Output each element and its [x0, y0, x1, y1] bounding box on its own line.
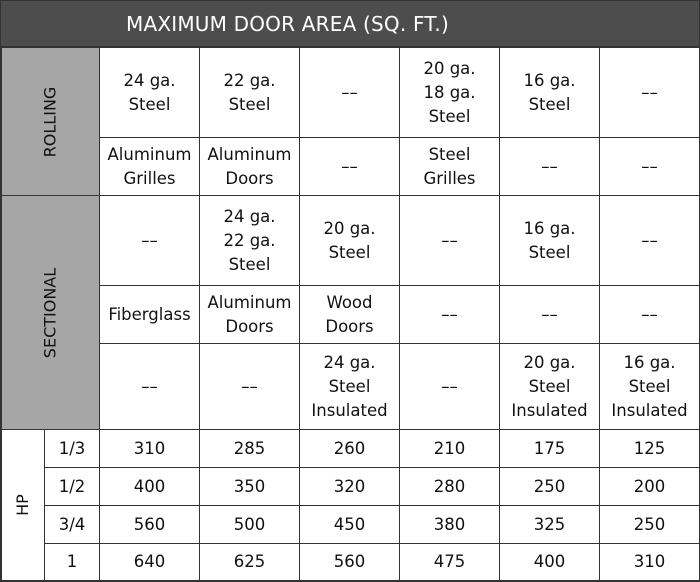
- material-cell: [100, 138, 200, 196]
- material-cell: [300, 138, 400, 196]
- table-row: [2, 48, 700, 138]
- material-cell: [500, 138, 600, 196]
- material-cell: [500, 48, 600, 138]
- material-cell: [200, 286, 300, 344]
- area-value-cell: 500: [200, 506, 300, 544]
- cell-text: 20 ga.: [423, 58, 476, 78]
- table-row: [2, 544, 700, 581]
- material-cell: [600, 48, 700, 138]
- table-row: [2, 138, 700, 196]
- cell-text: 22 ga.: [223, 70, 276, 90]
- material-cell: [200, 48, 300, 138]
- area-value-cell: 560: [300, 544, 400, 581]
- area-value-cell: 380: [400, 506, 500, 544]
- cell-text: Steel: [628, 376, 671, 396]
- hp-value: 3/4: [45, 506, 100, 544]
- section-label-sectional: [2, 196, 100, 430]
- material-cell: [600, 196, 700, 286]
- cell-text: Aluminum: [107, 144, 192, 164]
- cell-text: Steel: [328, 376, 371, 396]
- area-value-cell: 280: [400, 468, 500, 506]
- cell-text: ––: [541, 156, 558, 176]
- cell-text: ––: [341, 156, 358, 176]
- material-cell: [500, 344, 600, 430]
- cell-text: Aluminum: [207, 144, 292, 164]
- cell-text: Steel: [228, 94, 271, 114]
- material-cell: [300, 196, 400, 286]
- section-label-text: SECTIONAL: [40, 267, 60, 358]
- cell-text: ––: [341, 82, 358, 102]
- material-cell: [600, 138, 700, 196]
- cell-text: ––: [441, 304, 458, 324]
- table-row: [2, 430, 700, 468]
- area-value-cell: 250: [500, 468, 600, 506]
- cell-text: Steel: [528, 376, 571, 396]
- cell-text: ––: [441, 376, 458, 396]
- area-value-cell: 125: [600, 430, 700, 468]
- cell-text: ––: [141, 376, 158, 396]
- area-value-cell: 400: [100, 468, 200, 506]
- area-value-cell: 285: [200, 430, 300, 468]
- material-cell: [300, 286, 400, 344]
- material-cell: [300, 344, 400, 430]
- cell-text: Steel: [528, 242, 571, 262]
- area-value-cell: 260: [300, 430, 400, 468]
- material-cell: [400, 286, 500, 344]
- area-value-cell: 400: [500, 544, 600, 581]
- material-cell: [100, 344, 200, 430]
- area-value-cell: 310: [600, 544, 700, 581]
- cell-text: Steel: [128, 94, 171, 114]
- material-cell: [400, 344, 500, 430]
- cell-text: ––: [641, 156, 658, 176]
- material-cell: [200, 196, 300, 286]
- material-cell: [300, 48, 400, 138]
- cell-text: Steel: [428, 144, 471, 164]
- material-cell: [500, 196, 600, 286]
- table-body: [2, 48, 700, 581]
- material-cell: [600, 286, 700, 344]
- hp-value: 1/2: [45, 468, 100, 506]
- cell-text: Grilles: [123, 168, 176, 188]
- cell-text: 22 ga.: [223, 230, 276, 250]
- material-cell: [500, 286, 600, 344]
- chart-title: MAXIMUM DOOR AREA (SQ. FT.): [126, 12, 449, 36]
- cell-text: 24 ga.: [223, 206, 276, 226]
- title-bar: [1, 1, 699, 47]
- cell-text: Steel: [528, 94, 571, 114]
- cell-text: ––: [641, 82, 658, 102]
- cell-text: Insulated: [611, 400, 688, 420]
- area-value-cell: 350: [200, 468, 300, 506]
- material-cell: [600, 344, 700, 430]
- area-value-cell: 560: [100, 506, 200, 544]
- material-cell: [100, 196, 200, 286]
- section-label-text: ROLLING: [40, 86, 60, 157]
- cell-text: Grilles: [423, 168, 476, 188]
- cell-text: 18 ga.: [423, 82, 476, 102]
- hp-value: 1/3: [45, 430, 100, 468]
- cell-text: Wood: [326, 292, 373, 312]
- cell-text: 24 ga.: [323, 352, 376, 372]
- material-cell: [200, 344, 300, 430]
- cell-text: Steel: [328, 242, 371, 262]
- area-value-cell: 320: [300, 468, 400, 506]
- area-value-cell: 640: [100, 544, 200, 581]
- material-cell: [400, 48, 500, 138]
- table-row: [2, 286, 700, 344]
- cell-text: Doors: [225, 316, 274, 336]
- table-row: [2, 468, 700, 506]
- cell-text: 16 ga.: [523, 218, 576, 238]
- cell-text: Insulated: [311, 400, 388, 420]
- cell-text: Doors: [325, 316, 374, 336]
- cell-text: Fiberglass: [108, 304, 191, 324]
- cell-text: Aluminum: [207, 292, 292, 312]
- cell-text: 20 ga.: [323, 218, 376, 238]
- material-cell: [400, 138, 500, 196]
- table-row: [2, 196, 700, 286]
- area-value-cell: 250: [600, 506, 700, 544]
- material-cell: [200, 138, 300, 196]
- cell-text: 20 ga.: [523, 352, 576, 372]
- table-row: [2, 344, 700, 430]
- area-value-cell: 210: [400, 430, 500, 468]
- area-value-cell: 450: [300, 506, 400, 544]
- cell-text: 16 ga.: [523, 70, 576, 90]
- area-value-cell: 475: [400, 544, 500, 581]
- material-cell: [100, 48, 200, 138]
- hp-value: 1: [45, 544, 100, 581]
- cell-text: ––: [241, 376, 258, 396]
- area-value-cell: 325: [500, 506, 600, 544]
- cell-text: Doors: [225, 168, 274, 188]
- hp-label: [2, 430, 45, 581]
- area-value-cell: 310: [100, 430, 200, 468]
- material-cell: [400, 196, 500, 286]
- cell-text: Insulated: [511, 400, 588, 420]
- cell-text: ––: [541, 304, 558, 324]
- door-area-table: [1, 47, 700, 581]
- cell-text: ––: [641, 304, 658, 324]
- section-label-rolling: [2, 48, 100, 196]
- area-value-cell: 625: [200, 544, 300, 581]
- cell-text: 16 ga.: [623, 352, 676, 372]
- cell-text: ––: [641, 230, 658, 250]
- hp-label-text: HP: [13, 494, 32, 516]
- cell-text: Steel: [228, 254, 271, 274]
- area-value-cell: 175: [500, 430, 600, 468]
- area-value-cell: 200: [600, 468, 700, 506]
- table-row: [2, 506, 700, 544]
- cell-text: ––: [141, 230, 158, 250]
- cell-text: ––: [441, 230, 458, 250]
- cell-text: Steel: [428, 106, 471, 126]
- material-cell: [100, 286, 200, 344]
- cell-text: 24 ga.: [123, 70, 176, 90]
